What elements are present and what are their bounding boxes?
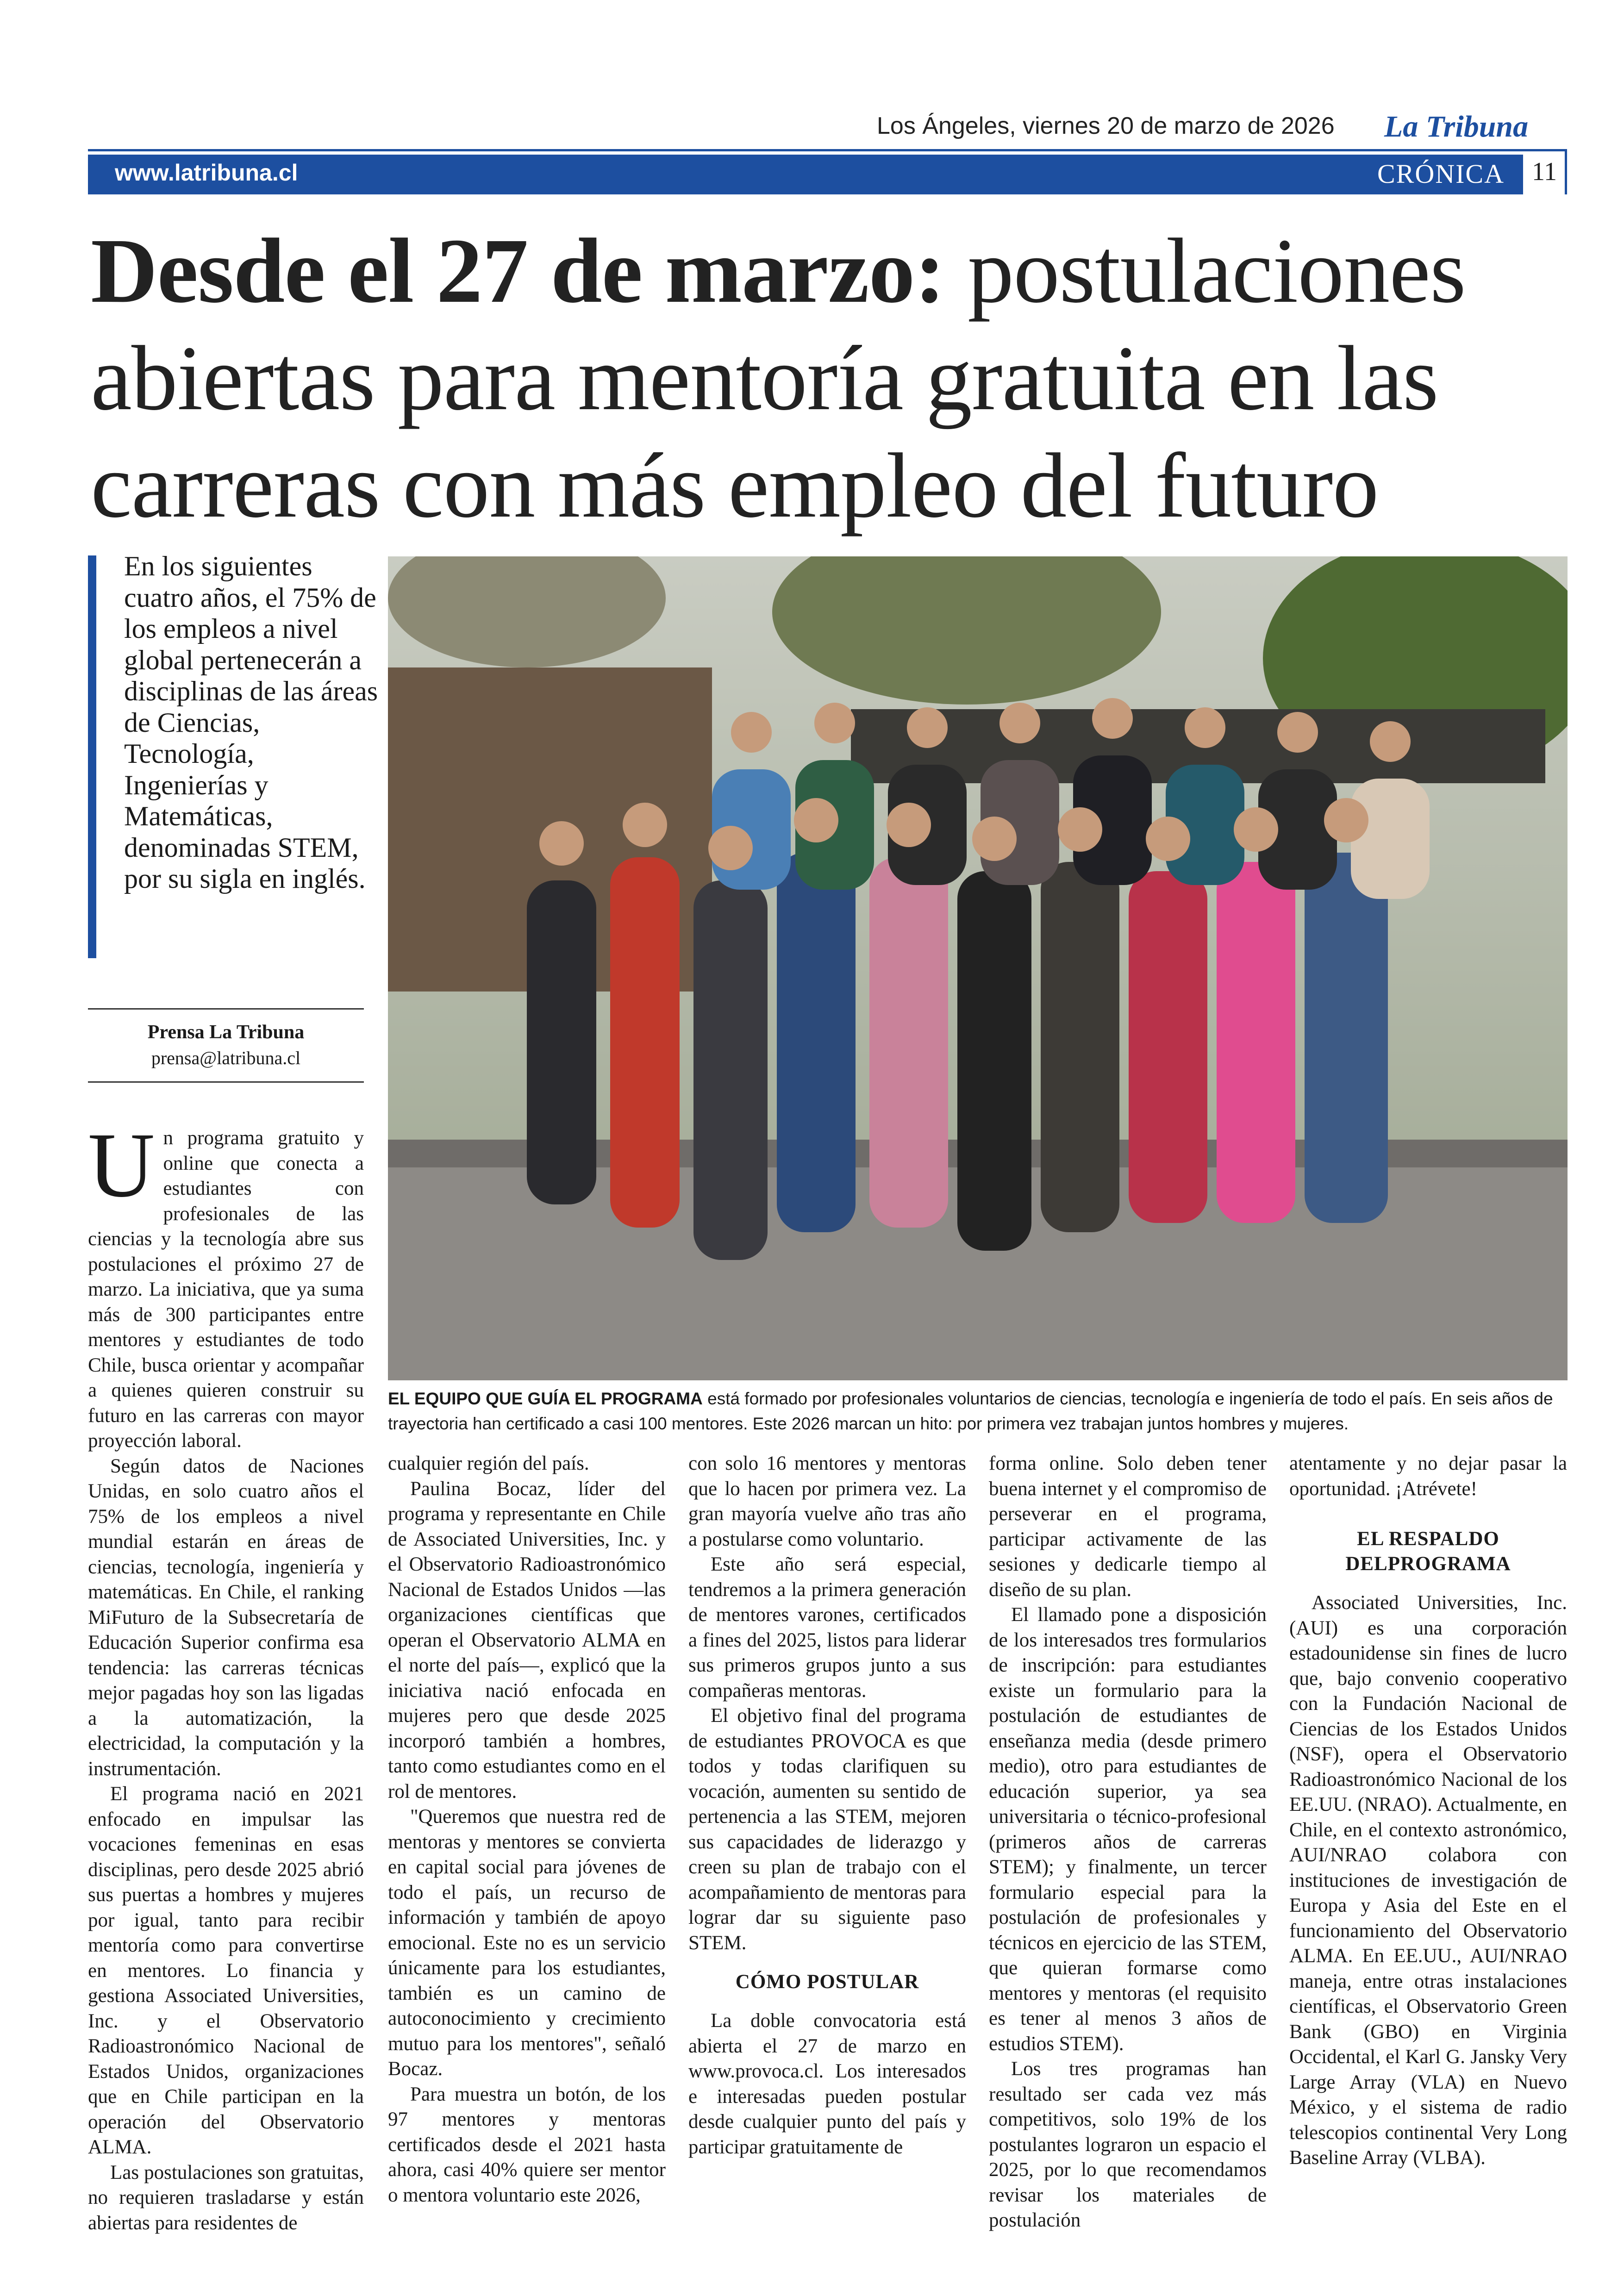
headline-bold: Desde el 27 de marzo:: [91, 220, 945, 322]
body-paragraph: cualquier región del país.: [388, 1453, 589, 1474]
lead-accent-bar: [88, 555, 96, 958]
byline-author: Prensa La Tribuna: [147, 1022, 305, 1043]
body-column-4: [989, 1451, 1267, 2233]
body-column-5: [1289, 1451, 1567, 2171]
body-paragraph: "Queremos que nuestra red de mentoras y mentores se convierta en capital social para jóvenes de todo el país, un recurso de información y también de apoyo emocional. Este no es un servicio únicamente para los estudiantes, también es un camino de autoconocimiento y crecimiento mutuo para los mentores", señaló Bocaz.: [388, 1806, 666, 2080]
page-number: 11: [1524, 149, 1567, 194]
header-rule: [88, 149, 1565, 151]
body-paragraph: Los tres programas han resultado ser cada vez más competitivos, solo 19% de los postulantes lograron un espacio el 2025, por lo que recomendamos revisar los materiales de postulación: [989, 2058, 1267, 2231]
caption-text: está formado por profesionales voluntarios de ciencias, tecnología e ingeniería de todo el país. En seis años de trayectoria han certificado a casi 100 mentores. Este 2026 marcan un hito: por primera vez trabajan juntos hombres y mujeres.: [388, 1389, 1553, 1433]
body-paragraph: Las postulaciones son gratuitas, no requieren trasladarse y están abiertas para residentes de: [88, 2161, 364, 2234]
body-paragraph: La doble convocatoria está abierta el 27 de marzo en www.provoca.cl. Los interesados e interesadas pueden postular desde cualquier punto del país y participar gratuitamente de: [688, 2010, 966, 2158]
byline-rule-bottom: [88, 1081, 364, 1083]
body-paragraph: El programa nació en 2021 enfocado en impulsar las vocaciones femeninas en esas disciplinas, pero desde 2025 abrió sus puertas a hombres y mujeres por igual, tanto para recibir mentoría como para convertirse en mentores. Lo financia y gestiona Associated Universities, Inc. y el Observatorio Radioastronómico Nacional de Estados Unidos, organizaciones que en Chile participan en la operación del Observatorio ALMA.: [88, 1783, 364, 2158]
headline-rest: postulaciones abiertas para mentoría gratuita en las carreras con más empleo del futuro: [91, 220, 1466, 537]
byline-rule-top: [88, 1008, 364, 1010]
body-paragraph: con solo 16 mentores y mentoras que lo hacen por primera vez. La gran mayoría vuelve año tras año a postularse como voluntario.: [688, 1453, 966, 1550]
newspaper-logo[interactable]: La Tribuna: [1384, 110, 1529, 143]
group-photo: [388, 556, 1568, 1380]
body-paragraph: forma online. Solo deben tener buena internet y el compromiso de perseverar en el programa, participar activamente de las sesiones y dedicarle tiempo al diseño de su plan.: [989, 1453, 1267, 1601]
body-paragraph: El llamado pone a disposición de los interesados tres formularios de inscripción: para estudiantes existe un formulario para la postulación de estudiantes de enseñanza media (desde primero medio), otro para estudiantes de educación superior, ya sea universitaria o técnico-profesional (primeros años de carreras STEM); y finalmente, un tercer formulario especial para la postulación de profesionales y técnicos en ejercicio de las STEM, que quieran formarse como mentores y mentoras (el requisito es tener al menos 3 años de estudios STEM).: [989, 1604, 1267, 2055]
header-bar: [88, 155, 1523, 194]
body-paragraph: Este año será especial, tendremos a la primera generación de mentores varones, certificados a fines del 2025, listos para liderar sus primeros grupos junto a sus compañeras mentoras.: [688, 1553, 966, 1702]
issue-date: Los Ángeles, viernes 20 de marzo de 2026: [877, 112, 1335, 139]
body-column-2: [388, 1451, 666, 2208]
body-paragraph: Associated Universities, Inc. (AUI) es una corporación estadounidense sin fines de lucro que, bajo convenio cooperativo con la Fundación Nacional de Ciencias de los Estados Unidos (NSF), opera el Observatorio Radioastronómico Nacional de los EE.UU. (NRAO). Actualmente, en Chile, en el contexto astronómico, AUI/NRAO colabora con instituciones de investigación de Europa y Asia del Este en el funcionamiento del Observatorio ALMA. En EE.UU., AUI/NRAO maneja, entre otras instalaciones científicas, el Observatorio Green Bank (GBO) en Virginia Occidental, el Karl G. Jansky Very Large Array (VLA) en Nuevo México, y el sistema de radio telescopios continental Very Long Baseline Array (VLBA).: [1289, 1592, 1567, 2169]
caption-lead: EL EQUIPO QUE GUÍA EL PROGRAMA: [388, 1389, 703, 1408]
site-url-link[interactable]: www.latribuna.cl: [115, 160, 298, 186]
body-paragraph: atentamente y no dejar pasar la oportunidad. ¡Atrévete!: [1289, 1453, 1567, 1500]
photo-caption: [388, 1386, 1568, 1436]
headline: [91, 218, 1568, 540]
byline-email-link[interactable]: prensa@latribuna.cl: [151, 1048, 301, 1068]
subheading-el-respaldo: EL RESPALDO DELPROGRAMA: [1345, 1528, 1511, 1575]
drop-cap: U: [88, 1114, 155, 1216]
body-paragraph: Para muestra un botón, de los 97 mentores y mentoras certificados desde el 2021 hasta ahora, casi 40% quiere ser mentor o mentora voluntario este 2026,: [388, 2083, 666, 2206]
paragraph-text: n programa gratuito y online que conecta a estudiantes con profesionales de las ciencias y la tecnología abre sus postulaciones el próximo 27 de marzo. La iniciativa, que ya suma más de 300 participantes entre mentores y estudiantes de todo Chile, busca orientar y acompañar a quienes quieren construir su futuro en las carreras con mayor proyección laboral.: [88, 1127, 364, 1452]
body-column-3: [688, 1451, 966, 2160]
body-paragraph: Paulina Bocaz, líder del programa y representante en Chile de Associated Universities, Inc. y el Observatorio Radioastronómico Nacional de Estados Unidos —las organizaciones científicas que operan el Observatorio ALMA en el norte del país—, explicó que la iniciativa nació enfocada en mujeres pero que desde 2025 incorporó también a hombres, tanto como estudiantes como en el rol de mentores.: [388, 1478, 666, 1802]
body-paragraph: Según datos de Naciones Unidas, en solo cuatro años el 75% de los empleos a nivel mundial estarán en áreas de ciencias, tecnología, ingeniería y matemáticas. En Chile, el ranking MiFuturo de la Subsecretaría de Educación Superior confirma esa tendencia: las carreras técnicas mejor pagadas hoy son las ligadas a la automatización, la electricidad, la computación y la instrumentación.: [88, 1455, 364, 1780]
section-label: CRÓNICA: [1377, 159, 1505, 189]
lead-paragraph: En los siguientes cuatro años, el 75% de los empleos a nivel global pertenecerán a disciplinas de las áreas de Ciencias, Tecnología, Ingenierías y Matemáticas, denominadas STEM, por su sigla en inglés.: [124, 551, 378, 894]
subheading-como-postular: CÓMO POSTULAR: [735, 1971, 919, 1993]
body-paragraph: El objetivo final del programa de estudiantes PROVOCA es que todos y todas clarifiquen su vocación, aumenten su sentido de pertenencia a las STEM, mejoren sus capacidades de liderazgo y creen su plan de trabajo con el acompañamiento de mentoras para lograr dar su siguiente paso STEM.: [688, 1705, 966, 1954]
body-column-1: [88, 1114, 364, 2236]
body-paragraph: [88, 1114, 364, 1454]
group-photo-illustration: [388, 556, 1568, 1380]
